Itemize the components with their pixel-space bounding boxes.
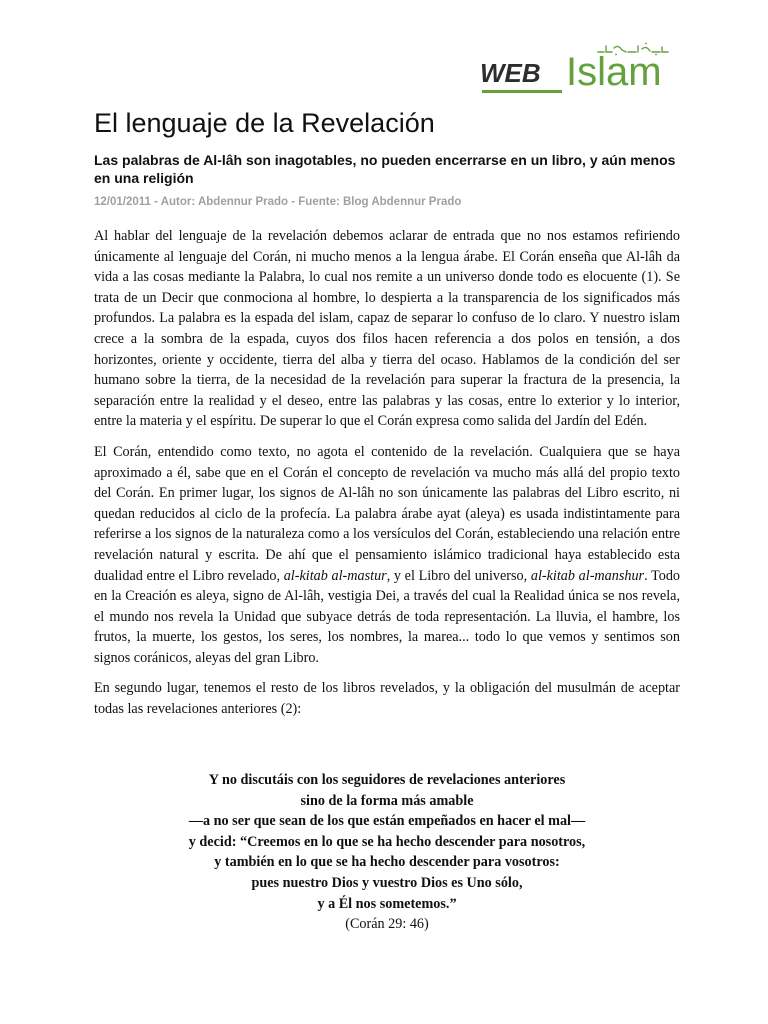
verse-line: Y no discutáis con los seguidores de revelaciones anteriores	[208, 772, 566, 788]
article-title: El lenguaje de la Revelación	[94, 108, 435, 138]
verse-line: y también en lo que se ha hecho descender para vosotros:	[214, 854, 560, 871]
verse-line: y decid: “Creemos en lo que se ha hecho descender para nosotros,	[188, 833, 586, 850]
verse-line: y a Él nos sometemos.”	[317, 895, 457, 912]
verse-line: pues nuestro Dios y vuestro Dios es Uno sólo,	[251, 874, 523, 891]
article-body	[94, 226, 680, 730]
verse-reference: (Corán 29: 46)	[345, 916, 429, 933]
paragraph-2-text-b: , y el Libro del universo,	[386, 567, 531, 584]
logo-islam-text: Islam	[566, 50, 662, 94]
quran-verse-quote	[94, 770, 680, 935]
term-al-kitab-al-manshur: al-kitab al-manshur	[530, 567, 645, 584]
logo-web-text: WEB	[480, 58, 541, 88]
paragraph-2-text-c: . Todo en la Creación es aleya, signo de Al-lâh, vestigia Dei, a través del cual la Realidad única se nos revela, el mundo nos revela la Unidad que subyace detrás de toda representación. La lluvia, el hambre, los frutos, la muerte, los gestos, los seres, los nombres, la marea... todo lo que vemos y sentimos son signos coránicos, aleyas del gran Libro.	[94, 567, 681, 666]
verse-line: sino de la forma más amable	[300, 792, 474, 809]
paragraph-2-text-a: El Corán, entendido como texto, no agota el contenido de la revelación. Cualquiera que se haya aproximado a él, sabe que en el Corán el concepto de revelación va mucho más allá del propio texto del Corán. En primer lugar, los signos de Al-lâh no son únicamente las palabras del Libro escrito, ni quedan reducidos al ciclo de la profecía. La palabra árabe ayat (aleya) es usada indistintamente para referirse a los signos de la naturaleza como a los versículos del Corán, estableciendo una relación entre revelación natural y escrita. De ahí que el pensamiento islámico tradicional haya establecido esta dualidad entre el Libro revelado,	[94, 443, 680, 584]
article-subtitle: Las palabras de Al-lâh son inagotables, no pueden encerrarse en un libro, y aún menos en una religión	[94, 152, 676, 186]
verse-line: —a no ser que sean de los que están empeñados en hacer el mal—	[188, 813, 586, 830]
logo-swoosh	[482, 90, 562, 93]
paragraph-1: Al hablar del lenguaje de la revelación debemos aclarar de entrada que no nos estamos refiriendo únicamente al lenguaje del Corán, ni mucho menos a la lengua árabe. El Corán enseña que Al-lâh da vida a las cosas mediante la Palabra, lo cual nos remite a un universo donde todo es elocuente (1). Se trata de un Decir que conmociona al hombre, lo despierta a la transparencia de los significados más profundos. La palabra es la espada del islam, capaz de separar lo confuso de lo claro. Y nuestro islam crece a la sombra de la espada, cuyos dos filos hacen referencia a dos polos en tensión, a dos horizontes, oriente y occidente, tierra del alba y tierra del ocaso. Hablamos de la condición del ser humano sobre la tierra, de la necesidad de la revelación para superar la fractura de la presencia, la separación entre la realidad y el deseo, entre las palabras y las cosas, entre lo exterior y lo interior, entre la materia y el espíritu. De superar lo que el Corán expresa como salida del Jardín del Edén.	[94, 228, 680, 430]
paragraph-3: En segundo lugar, tenemos el resto de los libros revelados, y la obligación del musulmán de aceptar todas las revelaciones anteriores (2):	[94, 680, 680, 718]
article-meta: 12/01/2011 - Autor: Abdennur Prado - Fuente: Blog Abdennur Prado	[94, 196, 462, 208]
paragraph-2	[94, 442, 680, 669]
webislam-logo[interactable]	[478, 40, 678, 100]
term-al-kitab-al-mastur: al-kitab al-mastur	[283, 567, 387, 584]
